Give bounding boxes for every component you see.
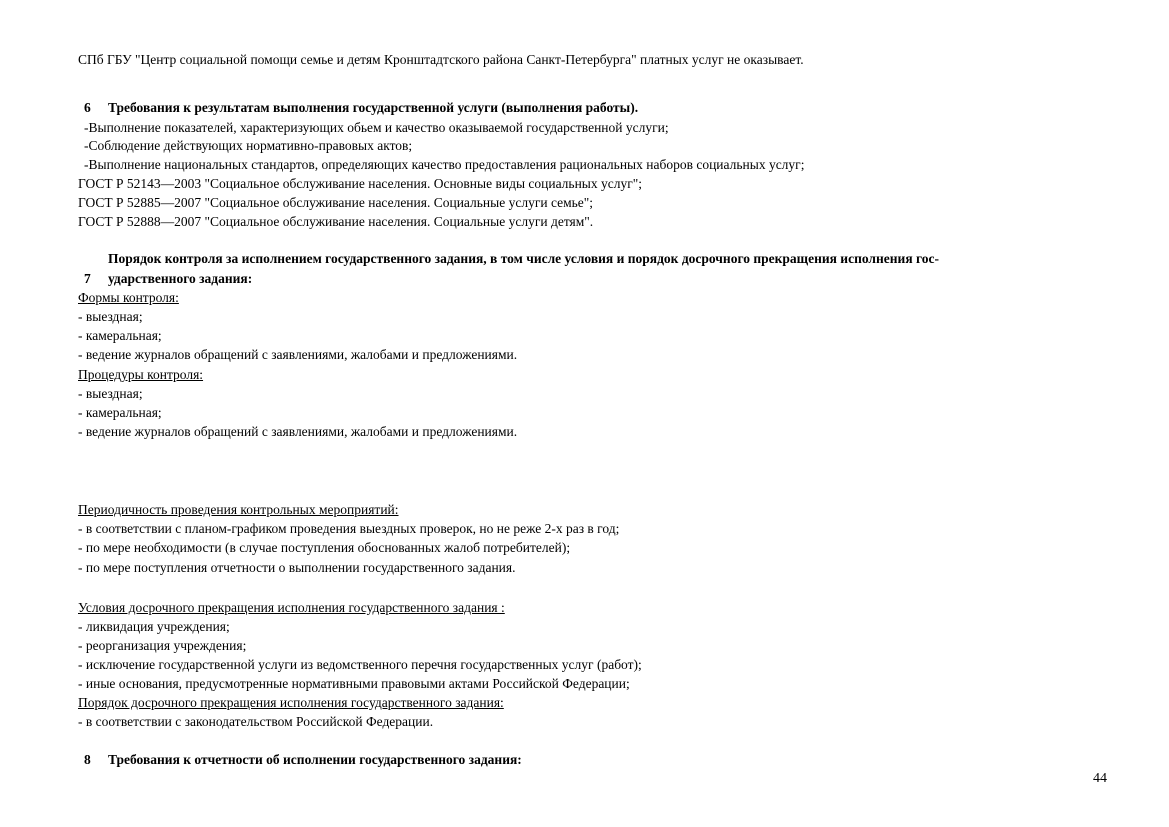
section-6-line: -Соблюдение действующих нормативно-правовых актов; xyxy=(84,138,413,153)
section-7-heading-line2: ударственного задания: xyxy=(108,271,253,286)
section-6-line: -Выполнение национальных стандартов, определяющих качество предоставления рациональных наборов социальных услуг; xyxy=(84,157,805,172)
control-procedure-item: - выездная; xyxy=(78,386,143,401)
control-form-item: - камеральная; xyxy=(78,328,162,343)
termination-condition-item: - ликвидация учреждения; xyxy=(78,619,230,634)
section-6-heading: Требования к результатам выполнения государственной услуги (выполнения работы). xyxy=(108,100,639,115)
section-6-number: 6 xyxy=(84,100,91,115)
periodicity-title: Периодичность проведения контрольных мероприятий: xyxy=(78,502,399,517)
control-procedure-item: - камеральная; xyxy=(78,405,162,420)
section-8-heading: Требования к отчетности об исполнении государственного задания: xyxy=(108,752,522,767)
periodicity-item: - по мере поступления отчетности о выполнении государственного задания. xyxy=(78,560,516,575)
section-8-number: 8 xyxy=(84,752,91,767)
control-procedures-title: Процедуры контроля: xyxy=(78,367,204,382)
termination-procedure-item: - в соответствии с законодательством Российской Федерации. xyxy=(78,714,434,729)
section-6-line: ГОСТ Р 52143—2003 "Социальное обслуживание населения. Основные виды социальных услуг"; xyxy=(78,176,643,191)
control-forms-title: Формы контроля: xyxy=(78,290,179,305)
page-number: 44 xyxy=(1093,771,1107,786)
control-procedure-item: - ведение журналов обращений с заявлениями, жалобами и предложениями. xyxy=(78,424,518,439)
termination-procedure-title: Порядок досрочного прекращения исполнения государственного задания: xyxy=(78,695,504,710)
section-7-number: 7 xyxy=(84,271,91,286)
termination-conditions-title: Условия досрочного прекращения исполнения государственного задания : xyxy=(78,600,505,615)
control-form-item: - выездная; xyxy=(78,309,143,324)
termination-condition-item: - иные основания, предусмотренные нормативными правовыми актами Российской Федерации; xyxy=(78,676,630,691)
intro-text: СПб ГБУ "Центр социальной помощи семье и детям Кронштадтского района Санкт-Петербурга" платных услуг не оказывает. xyxy=(78,52,804,67)
section-6-line: ГОСТ Р 52888—2007 "Социальное обслуживание населения. Социальные услуги детям". xyxy=(78,214,594,229)
periodicity-item: - по мере необходимости (в случае поступления обоснованных жалоб потребителей); xyxy=(78,540,571,555)
section-7-heading-line1: Порядок контроля за исполнением государственного задания, в том числе условия и порядок досрочного прекращения исполнения гос- xyxy=(108,251,940,266)
periodicity-item: - в соответствии с планом-графиком проведения выездных проверок, но не реже 2-х раз в год; xyxy=(78,521,620,536)
termination-condition-item: - исключение государственной услуги из ведомственного перечня государственных услуг (работ); xyxy=(78,657,642,672)
control-form-item: - ведение журналов обращений с заявлениями, жалобами и предложениями. xyxy=(78,347,518,362)
termination-condition-item: - реорганизация учреждения; xyxy=(78,638,247,653)
section-6-line: -Выполнение показателей, характеризующих обьем и качество оказываемой государственной услуги; xyxy=(84,120,669,135)
section-6-line: ГОСТ Р 52885—2007 "Социальное обслуживание населения. Социальные услуги семье"; xyxy=(78,195,594,210)
